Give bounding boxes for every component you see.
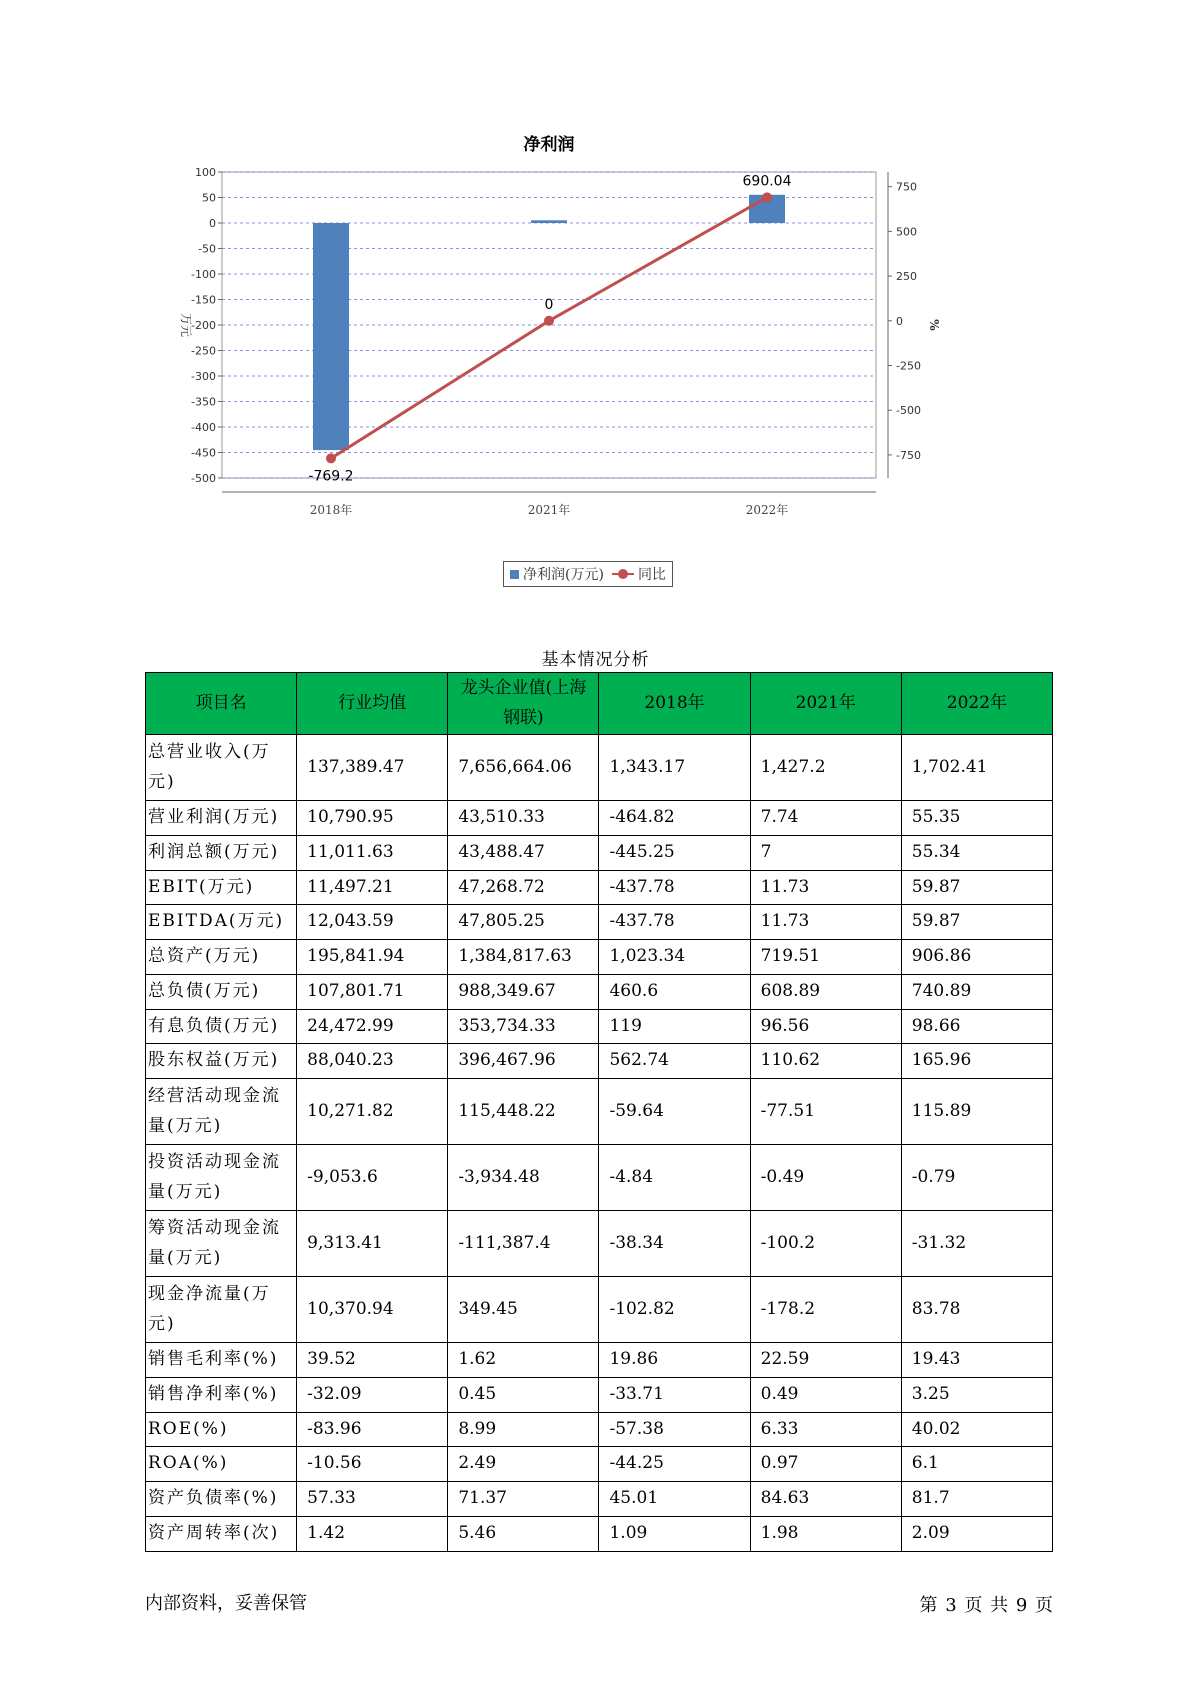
y-right-tick-label: -750 bbox=[896, 448, 921, 462]
y-right-tick-label: 500 bbox=[896, 225, 917, 239]
footer-page-number: 第 3 页 共 9 页 bbox=[919, 1595, 1053, 1616]
value-cell: 740.89 bbox=[901, 974, 1052, 1009]
value-cell: 39.52 bbox=[297, 1343, 448, 1378]
header-cell: 项目名 bbox=[146, 673, 297, 735]
row-name-cell: 投资活动现金流量(万元) bbox=[146, 1145, 297, 1211]
table-row bbox=[146, 1343, 1053, 1378]
row-name-cell: 总营业收入(万元) bbox=[146, 735, 297, 801]
row-name-cell: 总负债(万元) bbox=[146, 974, 297, 1009]
value-cell: 84.63 bbox=[750, 1482, 901, 1517]
y-left-tick-label: -450 bbox=[191, 446, 216, 460]
value-cell: 1,343.17 bbox=[599, 735, 750, 801]
value-cell: -178.2 bbox=[750, 1277, 901, 1343]
row-name-cell: 营业利润(万元) bbox=[146, 801, 297, 836]
data-label-yoy: -769.2 bbox=[308, 468, 354, 485]
value-cell: -10.56 bbox=[297, 1447, 448, 1482]
value-cell: 1,427.2 bbox=[750, 735, 901, 801]
value-cell: 19.86 bbox=[599, 1343, 750, 1378]
value-cell: 7 bbox=[750, 835, 901, 870]
value-cell: 906.86 bbox=[901, 940, 1052, 975]
y-right-tick-label: -250 bbox=[896, 359, 921, 373]
table-row bbox=[146, 870, 1053, 905]
value-cell: 10,370.94 bbox=[297, 1277, 448, 1343]
legend-label-yoy: 同比 bbox=[637, 567, 666, 583]
value-cell: 5.46 bbox=[448, 1516, 599, 1551]
value-cell: 45.01 bbox=[599, 1482, 750, 1517]
value-cell: 96.56 bbox=[750, 1009, 901, 1044]
value-cell: -464.82 bbox=[599, 801, 750, 836]
legend-label-net-profit: 净利润(万元) bbox=[523, 567, 604, 583]
y-right-tick-label: 750 bbox=[896, 180, 917, 194]
chart-canvas bbox=[160, 130, 1060, 600]
footer-confidential-note: 内部资料，妥善保管 bbox=[145, 1593, 307, 1614]
table-caption: 基本情况分析 bbox=[541, 650, 650, 670]
value-cell: -59.64 bbox=[599, 1079, 750, 1145]
table-row bbox=[146, 801, 1053, 836]
table-row bbox=[146, 1044, 1053, 1079]
value-cell: 7.74 bbox=[750, 801, 901, 836]
row-name-cell: 销售净利率(%) bbox=[146, 1377, 297, 1412]
value-cell: 57.33 bbox=[297, 1482, 448, 1517]
value-cell: -38.34 bbox=[599, 1211, 750, 1277]
row-name-cell: ROE(%) bbox=[146, 1412, 297, 1447]
y-left-axis-label: 万元 bbox=[179, 312, 193, 338]
value-cell: 165.96 bbox=[901, 1044, 1052, 1079]
table-row bbox=[146, 905, 1053, 940]
row-name-cell: 销售毛利率(%) bbox=[146, 1343, 297, 1378]
chart-legend bbox=[503, 561, 673, 587]
value-cell: 396,467.96 bbox=[448, 1044, 599, 1079]
x-tick-label: 2018年 bbox=[309, 503, 353, 517]
value-cell: 43,488.47 bbox=[448, 835, 599, 870]
row-name-cell: 资产周转率(次) bbox=[146, 1516, 297, 1551]
value-cell: -0.79 bbox=[901, 1145, 1052, 1211]
value-cell: 988,349.67 bbox=[448, 974, 599, 1009]
y-left-tick-label: -150 bbox=[191, 293, 216, 307]
value-cell: 9,313.41 bbox=[297, 1211, 448, 1277]
value-cell: 0.97 bbox=[750, 1447, 901, 1482]
basic-analysis-table bbox=[145, 672, 1053, 1552]
value-cell: -44.25 bbox=[599, 1447, 750, 1482]
row-name-cell: EBITDA(万元) bbox=[146, 905, 297, 940]
value-cell: 83.78 bbox=[901, 1277, 1052, 1343]
value-cell: -4.84 bbox=[599, 1145, 750, 1211]
value-cell: 12,043.59 bbox=[297, 905, 448, 940]
table-row bbox=[146, 1145, 1053, 1211]
value-cell: 0.45 bbox=[448, 1377, 599, 1412]
value-cell: 8.99 bbox=[448, 1412, 599, 1447]
point-yoy bbox=[326, 453, 336, 463]
value-cell: 1.98 bbox=[750, 1516, 901, 1551]
bar-net-profit bbox=[531, 220, 567, 223]
table-row bbox=[146, 1516, 1053, 1551]
value-cell: 81.7 bbox=[901, 1482, 1052, 1517]
data-label-yoy: 0 bbox=[544, 296, 554, 313]
value-cell: -111,387.4 bbox=[448, 1211, 599, 1277]
value-cell: 55.34 bbox=[901, 835, 1052, 870]
table-header-row bbox=[146, 673, 1053, 735]
value-cell: -100.2 bbox=[750, 1211, 901, 1277]
legend-item-net-profit bbox=[510, 564, 604, 584]
value-cell: 24,472.99 bbox=[297, 1009, 448, 1044]
row-name-cell: 股东权益(万元) bbox=[146, 1044, 297, 1079]
x-tick-label: 2021年 bbox=[527, 503, 571, 517]
point-yoy bbox=[544, 316, 554, 326]
value-cell: 71.37 bbox=[448, 1482, 599, 1517]
bar-net-profit bbox=[313, 223, 349, 450]
value-cell: 10,790.95 bbox=[297, 801, 448, 836]
y-left-tick-label: -400 bbox=[191, 421, 216, 434]
value-cell: 107,801.71 bbox=[297, 974, 448, 1009]
value-cell: -437.78 bbox=[599, 905, 750, 940]
value-cell: 47,805.25 bbox=[448, 905, 599, 940]
value-cell: 608.89 bbox=[750, 974, 901, 1009]
table-row bbox=[146, 1377, 1053, 1412]
value-cell: -77.51 bbox=[750, 1079, 901, 1145]
y-left-tick-label: -350 bbox=[191, 395, 216, 409]
value-cell: 11,497.21 bbox=[297, 870, 448, 905]
row-name-cell: 资产负债率(%) bbox=[146, 1482, 297, 1517]
table-row bbox=[146, 1277, 1053, 1343]
header-cell: 2018年 bbox=[599, 673, 750, 735]
y-left-tick-label: 50 bbox=[202, 191, 216, 205]
value-cell: 98.66 bbox=[901, 1009, 1052, 1044]
value-cell: 22.59 bbox=[750, 1343, 901, 1378]
value-cell: 1,702.41 bbox=[901, 735, 1052, 801]
value-cell: 47,268.72 bbox=[448, 870, 599, 905]
value-cell: -445.25 bbox=[599, 835, 750, 870]
value-cell: 40.02 bbox=[901, 1412, 1052, 1447]
header-cell: 2021年 bbox=[750, 673, 901, 735]
value-cell: 1.09 bbox=[599, 1516, 750, 1551]
value-cell: -437.78 bbox=[599, 870, 750, 905]
row-name-cell: 利润总额(万元) bbox=[146, 835, 297, 870]
row-name-cell: 经营活动现金流量(万元) bbox=[146, 1079, 297, 1145]
value-cell: 110.62 bbox=[750, 1044, 901, 1079]
value-cell: 137,389.47 bbox=[297, 735, 448, 801]
value-cell: 88,040.23 bbox=[297, 1044, 448, 1079]
y-left-tick-label: -500 bbox=[191, 472, 216, 485]
value-cell: -33.71 bbox=[599, 1377, 750, 1412]
point-yoy bbox=[762, 192, 772, 202]
row-name-cell: EBIT(万元) bbox=[146, 870, 297, 905]
table-row bbox=[146, 735, 1053, 801]
value-cell: 6.33 bbox=[750, 1412, 901, 1447]
line-yoy bbox=[331, 197, 767, 458]
row-name-cell: 筹资活动现金流量(万元) bbox=[146, 1211, 297, 1277]
value-cell: -3,934.48 bbox=[448, 1145, 599, 1211]
y-left-tick-label: 100 bbox=[195, 166, 216, 179]
value-cell: 11,011.63 bbox=[297, 835, 448, 870]
header-cell: 行业均值 bbox=[297, 673, 448, 735]
value-cell: 11.73 bbox=[750, 870, 901, 905]
table-row bbox=[146, 1482, 1053, 1517]
value-cell: 1.62 bbox=[448, 1343, 599, 1378]
value-cell: -32.09 bbox=[297, 1377, 448, 1412]
value-cell: 3.25 bbox=[901, 1377, 1052, 1412]
data-label-yoy: 690.04 bbox=[742, 173, 792, 190]
legend-item-yoy bbox=[612, 564, 666, 584]
value-cell: 2.49 bbox=[448, 1447, 599, 1482]
net-profit-chart bbox=[160, 130, 1060, 600]
row-name-cell: 现金净流量(万元) bbox=[146, 1277, 297, 1343]
legend-line-swatch bbox=[612, 569, 634, 579]
y-left-tick-label: -200 bbox=[191, 319, 216, 332]
value-cell: 59.87 bbox=[901, 870, 1052, 905]
y-left-tick-label: -300 bbox=[191, 370, 216, 383]
table-row bbox=[146, 1211, 1053, 1277]
value-cell: 115.89 bbox=[901, 1079, 1052, 1145]
value-cell: 19.43 bbox=[901, 1343, 1052, 1378]
value-cell: 0.49 bbox=[750, 1377, 901, 1412]
value-cell: 10,271.82 bbox=[297, 1079, 448, 1145]
value-cell: 353,734.33 bbox=[448, 1009, 599, 1044]
row-name-cell: 有息负债(万元) bbox=[146, 1009, 297, 1044]
value-cell: -9,053.6 bbox=[297, 1145, 448, 1211]
y-left-tick-label: -50 bbox=[198, 242, 216, 256]
table-row bbox=[146, 1447, 1053, 1482]
value-cell: 460.6 bbox=[599, 974, 750, 1009]
value-cell: 719.51 bbox=[750, 940, 901, 975]
header-cell: 龙头企业值(上海钢联) bbox=[448, 673, 599, 735]
y-right-axis-label: % bbox=[927, 319, 941, 331]
value-cell: 195,841.94 bbox=[297, 940, 448, 975]
value-cell: 115,448.22 bbox=[448, 1079, 599, 1145]
y-left-tick-label: -250 bbox=[191, 344, 216, 358]
chart-title: 净利润 bbox=[523, 135, 575, 155]
table-row bbox=[146, 1009, 1053, 1044]
value-cell: 1.42 bbox=[297, 1516, 448, 1551]
value-cell: 6.1 bbox=[901, 1447, 1052, 1482]
value-cell: 349.45 bbox=[448, 1277, 599, 1343]
value-cell: 55.35 bbox=[901, 801, 1052, 836]
value-cell: 1,023.34 bbox=[599, 940, 750, 975]
value-cell: -102.82 bbox=[599, 1277, 750, 1343]
row-name-cell: 总资产(万元) bbox=[146, 940, 297, 975]
table-row bbox=[146, 1412, 1053, 1447]
y-right-tick-label: 0 bbox=[896, 314, 903, 328]
table-row bbox=[146, 940, 1053, 975]
table-row bbox=[146, 835, 1053, 870]
value-cell: 119 bbox=[599, 1009, 750, 1044]
value-cell: 59.87 bbox=[901, 905, 1052, 940]
value-cell: -83.96 bbox=[297, 1412, 448, 1447]
table-row bbox=[146, 1079, 1053, 1145]
legend-bar-swatch bbox=[510, 570, 519, 579]
header-cell: 2022年 bbox=[901, 673, 1052, 735]
y-left-tick-label: -100 bbox=[191, 268, 216, 281]
y-left-tick-label: 0 bbox=[209, 217, 216, 230]
value-cell: 1,384,817.63 bbox=[448, 940, 599, 975]
value-cell: 43,510.33 bbox=[448, 801, 599, 836]
value-cell: 7,656,664.06 bbox=[448, 735, 599, 801]
value-cell: 11.73 bbox=[750, 905, 901, 940]
value-cell: 2.09 bbox=[901, 1516, 1052, 1551]
value-cell: 562.74 bbox=[599, 1044, 750, 1079]
row-name-cell: ROA(%) bbox=[146, 1447, 297, 1482]
y-right-tick-label: -500 bbox=[896, 404, 921, 418]
y-right-tick-label: 250 bbox=[896, 270, 917, 284]
x-tick-label: 2022年 bbox=[745, 503, 789, 517]
value-cell: -31.32 bbox=[901, 1211, 1052, 1277]
value-cell: -0.49 bbox=[750, 1145, 901, 1211]
value-cell: -57.38 bbox=[599, 1412, 750, 1447]
table-row bbox=[146, 974, 1053, 1009]
